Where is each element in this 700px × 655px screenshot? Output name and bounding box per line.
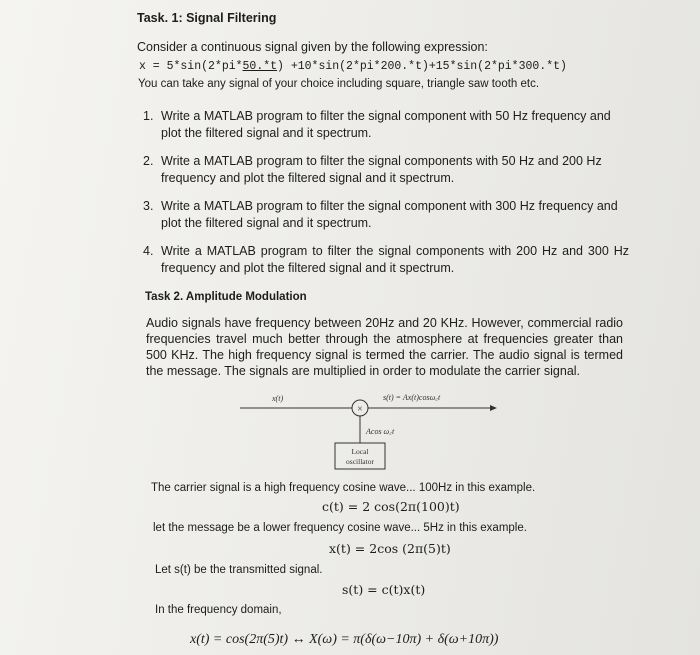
carrier-text: The carrier signal is a high frequency cosine wave... 100Hz in this example. (151, 482, 536, 494)
signal-expression-underlined: 50.*t (242, 60, 278, 73)
task1-intro: Consider a continuous signal given by the following expression: (137, 40, 488, 54)
oscillator-label-line2: oscillator (346, 457, 374, 466)
oscillator-label-line1: Local (351, 447, 369, 456)
list-item-text: Write a MATLAB program to filter the signal component with 50 Hz frequency and plot the filtered signal and it spectrum. (161, 109, 611, 140)
list-item-number: 3. (143, 199, 154, 213)
signal-expression (139, 60, 567, 73)
list-item-number: 1. (143, 109, 154, 123)
list-item (143, 198, 629, 234)
input-signal-label: x(t) (272, 394, 284, 403)
message-equation: x(t) = 2cos (2π(5)t) (329, 541, 451, 556)
list-item (143, 108, 629, 144)
task2-title: Task 2. Amplitude Modulation (145, 291, 307, 303)
frequency-domain-equation: x(t) = cos(2π(5)t) ↔ X(ω) = π(δ(ω−10π) + δ(ω+10π)) (190, 632, 499, 647)
list-item-number: 4. (143, 244, 154, 258)
transmitted-equation: s(t) = c(t)x(t) (342, 582, 426, 597)
transmitted-text: Let s(t) be the transmitted signal. (155, 564, 323, 576)
message-text: let the message be a lower frequency cosine wave... 5Hz in this example. (153, 522, 527, 534)
list-item (143, 153, 629, 189)
task1-title: Task. 1: Signal Filtering (137, 11, 277, 25)
list-item (143, 243, 629, 279)
frequency-domain-text: In the frequency domain, (155, 604, 282, 616)
list-item-number: 2. (143, 154, 154, 168)
carrier-equation: c(t) = 2 cos(2π(100)t) (322, 499, 460, 514)
output-arrow-icon (490, 405, 497, 411)
signal-expression-end: ) +10*sin(2*pi*200.*t)+15*sin(2*pi*300.*t) (277, 60, 567, 73)
multiplier-symbol: × (357, 404, 363, 415)
task2-paragraph: Audio signals have frequency between 20Hz and 20 KHz. However, commercial radio frequencies travel much better through the atmosphere at frequencies greater than 500 KHz. The high frequency signal is termed the carrier. The audio signal is termed the message. The signals are multiplied in order to modulate the carrier signal. (146, 316, 623, 378)
signal-expression-start: x = 5*sin(2*pi* (139, 60, 243, 73)
list-item-text: Write a MATLAB program to filter the signal components with 200 Hz and 300 Hz frequency and plot the filtered signal and it spectrum. (161, 244, 629, 275)
list-item-text: Write a MATLAB program to filter the signal component with 300 Hz frequency and plot the filtered signal and it spectrum. (161, 199, 618, 230)
modulation-diagram (200, 385, 540, 475)
list-item-text: Write a MATLAB program to filter the signal components with 50 Hz and 200 Hz frequency and plot the filtered signal and it spectrum. (161, 154, 602, 185)
output-signal-label: s(t) = Ax(t)cosω꜀t (383, 393, 441, 402)
carrier-label: Acos ω꜀t (366, 427, 395, 436)
task1-note: You can take any signal of your choice including square, triangle saw tooth etc. (138, 78, 540, 90)
